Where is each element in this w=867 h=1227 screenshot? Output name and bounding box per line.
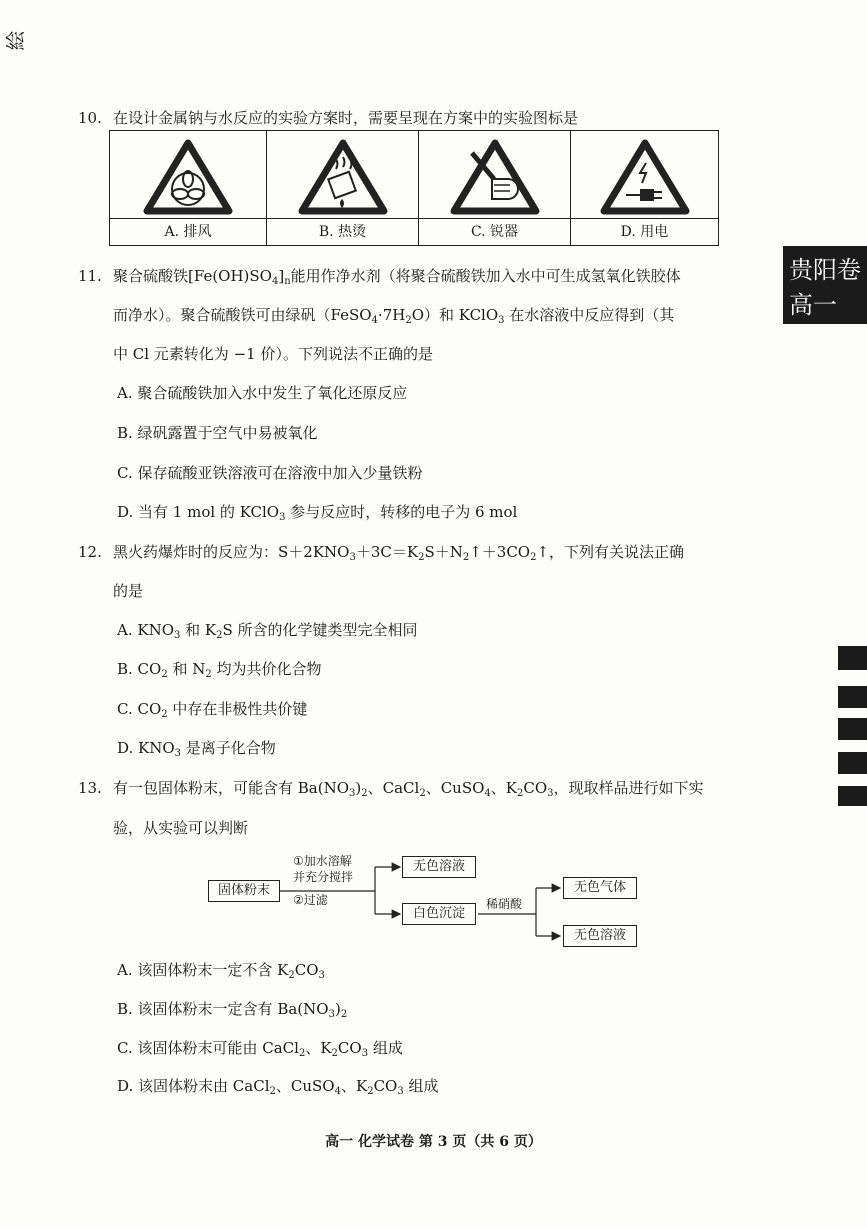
q13-option-b: B. 该固体粉末一定含有 $Ba(NO_3)_2$: [117, 1000, 348, 1020]
q11-option-c: C. 保存硫酸亚铁溶液可在溶液中加入少量铁粉: [117, 464, 423, 482]
q12-option-d: D. $KNO_3$ 是离子化合物: [117, 739, 276, 759]
q10-number: 10.: [78, 109, 102, 127]
icon-label-b: B. 热烫: [267, 218, 418, 245]
side-tab-line1: 贵阳卷: [789, 256, 861, 284]
q11-line3: 中 Cl 元素转化为 −1 价）。下列说法不正确的是: [113, 345, 433, 363]
flow-acid: 稀硝酸: [486, 897, 523, 911]
hot-icon: [298, 139, 388, 215]
icon-label-a: A. 排风: [110, 218, 266, 245]
electric-icon: [600, 139, 690, 215]
q11-option-b: B. 绿矾露置于空气中易被氧化: [117, 424, 318, 442]
edge-mark: [838, 752, 867, 774]
icon-cell-d: [571, 131, 718, 245]
edge-mark: [838, 786, 867, 806]
q11-line1: 聚合硫酸铁$[Fe(OH)SO_4]_n$能用作净水剂（将聚合硫酸铁加入水中可生成氢氧化铁胶体: [113, 267, 681, 287]
icon-label-c: C. 锐器: [419, 218, 570, 245]
fan-icon: [143, 139, 233, 215]
q10-stem: 在设计金属钠与水反应的实验方案时，需要呈现在方案中的实验图标是: [113, 109, 579, 127]
flow-step2: ②过滤: [293, 893, 328, 907]
page-footer: 高一 化学试卷 第 3 页（共 6 页）: [325, 1134, 542, 1150]
edge-mark: [838, 718, 867, 740]
icon-label-d: D. 用电: [571, 218, 718, 245]
q12-number: 12.: [78, 543, 102, 561]
flow-step1b: 并充分搅拌: [293, 870, 354, 884]
q13-line2: 验，从实验可以判断: [113, 819, 249, 837]
flow-box-colorless-gas: 无色气体: [563, 877, 637, 899]
q12-line1: 黑火药爆炸时的反应为：$S+2KNO_3+3C=K_2S+N_2↑+3CO_2↑$，下列有关说法正确: [113, 543, 685, 563]
q12-option-a: A. $KNO_3$ 和 $K_2S$ 所含的化学键类型完全相同: [117, 621, 418, 641]
side-tab-line2: 高一: [789, 291, 837, 319]
flow-box-start: 固体粉末: [208, 880, 280, 902]
q11-option-a: A. 聚合硫酸铁加入水中发生了氧化还原反应: [117, 384, 408, 402]
side-tab: [783, 246, 867, 324]
q12-option-c: C. $CO_2$ 中存在非极性共价键: [117, 700, 308, 720]
icon-cell-c: [419, 131, 571, 245]
q13-option-d: D. 该固体粉末由 CaCl$_2$、CuSO$_4$、$K_2CO_3$ 组成: [117, 1077, 439, 1097]
icon-cell-a: [110, 131, 267, 245]
flow-box-white-precipitate: 白色沉淀: [402, 903, 476, 925]
edge-mark: [838, 686, 867, 708]
edge-mark: [838, 646, 867, 670]
q11-number: 11.: [78, 267, 102, 285]
flow-box-colorless-solution: 无色溶液: [402, 856, 476, 878]
flow-box-colorless-solution-2: 无色溶液: [563, 925, 637, 947]
q13-line1: 有一包固体粉末，可能含有 $Ba(NO_3)_2$、CaCl$_2$、CuSO$_4$、$K_2CO_3$，现取样品进行如下实: [113, 779, 704, 799]
q11-option-d: D. 当有 1 mol 的 KClO$_3$ 参与反应时，转移的电子为 6 mol: [117, 503, 518, 523]
q13-option-c: C. 该固体粉末可能由 CaCl$_2$、$K_2CO_3$ 组成: [117, 1039, 403, 1059]
q12-option-b: B. $CO_2$ 和 $N_2$ 均为共价化合物: [117, 660, 322, 680]
icon-cell-b: [267, 131, 419, 245]
flow-step1a: ①加水溶解: [293, 854, 352, 868]
corner-mark: 絵: [3, 30, 28, 51]
q13-number: 13.: [78, 779, 102, 797]
sharp-icon: [450, 139, 540, 215]
q11-line2: 而净水）。聚合硫酸铁可由绿矾$(FeSO_4\cdot 7H_2O)$和 KClO$_3$ 在水溶液中反应得到（其: [113, 306, 675, 326]
q10-icon-table: [109, 130, 719, 246]
q13-option-a: A. 该固体粉末一定不含 $K_2CO_3$: [117, 961, 325, 981]
q12-line2: 的是: [113, 582, 144, 600]
